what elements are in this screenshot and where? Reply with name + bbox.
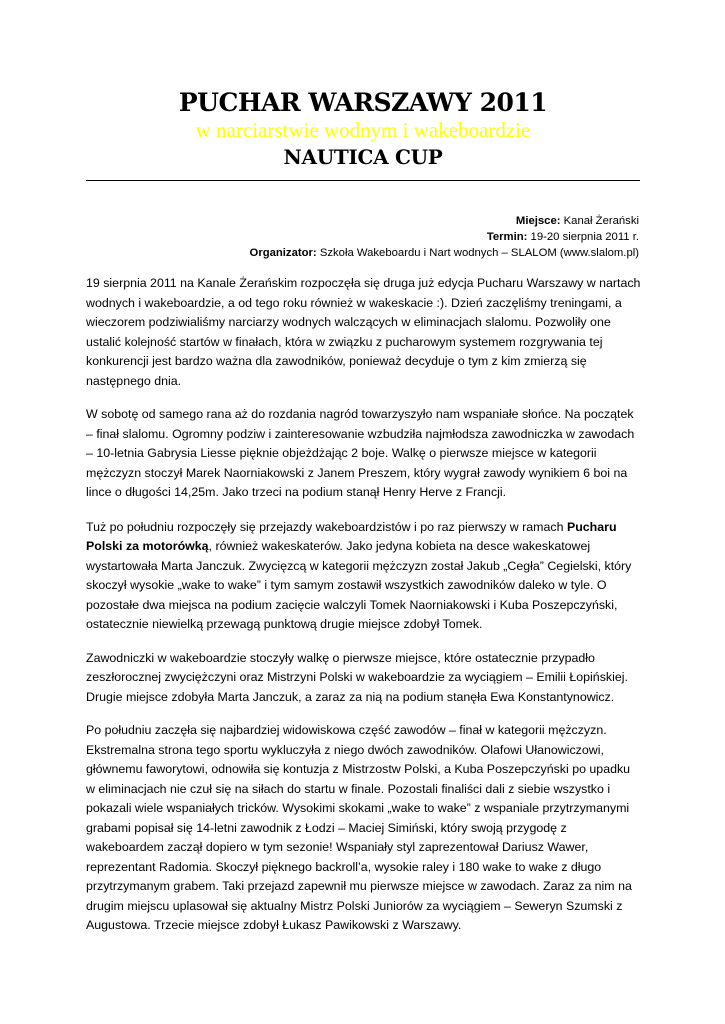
paragraph-2: W sobotę od samego rana aż do rozdania nagród towarzyszyło nam wspaniałe słońce. Na początek – finał slalomu. Ogromny podziw i zainteresowanie wzbudziła najmłodsza zawodniczka w zawodach – 10-letnia Gabrysia Liesse pięknie objeżdżając 2 boje. Walkę o pierwsze miejsce w kategorii mężczyzn stoczył Marek Naorniakowski z Janem Preszem, który wygrał zawody wynikiem 6 boi na lince o długości 14,25m. Jako trzeci na podium stanął Henry Herve z Francji. xyxy=(86,407,635,499)
date-value: 19-20 sierpnia 2011 r. xyxy=(527,231,639,243)
paragraph-3 xyxy=(86,518,642,635)
organizer-value: Szkoła Wakeboardu i Nart wodnych – SLALOM (www.slalom.pl) xyxy=(316,247,639,259)
place-line xyxy=(86,213,639,229)
place-value: Kanał Żerański xyxy=(560,215,639,227)
header-divider xyxy=(86,180,640,181)
organizer-line xyxy=(86,245,639,261)
document-header xyxy=(86,88,640,171)
article-body xyxy=(86,274,642,950)
page-subtitle: w narciarstwie wodnym i wakeboardzie xyxy=(195,118,531,142)
organizer-label: Organizator: xyxy=(249,247,317,259)
place-label: Miejsce: xyxy=(515,215,561,227)
paragraph-1: 19 sierpnia 2011 na Kanale Żerańskim rozpoczęła się druga już edycja Pucharu Warszawy w nartach wodnych i wakeboardzie, a od tego roku również w wakeskacie :). Dzień zaczęliśmy treningami, a wieczorem podziwialiśmy narciarzy wodnych walczących w eliminacjach slalomu. Pozwoliły one ustalić kolejność startów w finałach, która w związku z pucharowym systemem rozgrywania tej konkurencji jest bardzo ważna dla zawodników, ponieważ decyduje o tym z kim zmierzą się następnego dnia. xyxy=(86,276,641,388)
paragraph-3-end: , również wakeskaterów. Jako jedyna kobieta na desce wakeskatowej wystartowała Marta Janczuk. Zwycięzcą w kategorii mężczyzn został Jakub „Cegła” Cegielski, który skoczył wysokie „wake to wake” i tym samym zostawił wszystkich zawodników daleko w tyle. O pozostałe dwa miejsca na podium zacięcie walczyli Tomek Naorniakowski i Kuba Poszepczyński, ostatecznie niewielką przewagą punktową drugie miejsce zdobył Tomek. xyxy=(86,539,632,631)
paragraph-4: Zawodniczki w wakeboardzie stoczyły walkę o pierwsze miejsce, które ostatecznie przypadło zeszłorocznej zwyciężczyni oraz Mistrzyni Polski w wakeboardzie za wyciągiem – Emilii Łopińskiej. Drugie miejsce zdobyła Marta Janczuk, a zaraz za nią na podium stanęła Ewa Konstantynowicz. xyxy=(86,650,628,704)
page-title: PUCHAR WARSZAWY 2011 xyxy=(178,88,548,117)
event-name: NAUTICA CUP xyxy=(283,145,443,169)
paragraph-3-start: Tuż po południu rozpoczęły się przejazdy wakeboardzistów i po raz pierwszy w ramach xyxy=(86,519,567,534)
event-details xyxy=(86,213,639,261)
date-label: Termin: xyxy=(486,231,528,243)
date-line xyxy=(86,229,639,245)
paragraph-3-bold: Pucharu Polski za motorówką xyxy=(86,519,617,553)
paragraph-5: Po południu zaczęła się najbardziej widowiskowa część zawodów – finał w kategorii mężczyzn. Ekstremalna strona tego sportu wykluczyła z niego dwóch zawodników. Olafowi Ułanowiczowi, głównemu faworytowi, odnowiła się kontuzja z Mistrzostw Polski, a Kuba Poszepczyński po upadku w eliminacjach nie czuł się na siłach do startu w finale. Pozostali finaliści dali z siebie wszystko i pokazali wiele wspaniałych tricków. Wysokimi skokami „wake to wake” z wspaniale przytrzymanymi grabami popisał się 14-letni zawodnik z Łodzi – Maciej Simiński, który swoją przygodę z wakeboardem zaczął dopiero w tym sezonie! Wspaniały styl zaprezentował Dariusz Wawer, reprezentant Radomia. Skoczył pięknego backroll’a, wysokie raley i 180 wake to wake z długo przytrzymanym grabem. Taki przejazd zapewnił mu pierwsze miejsce w zawodach. Zaraz za nim na drugim miejscu uplasował się aktualny Mistrz Polski Juniorów za wyciągiem – Seweryn Szumski z Augustowa. Trzecie miejsce zdobył Łukasz Pawikowski z Warszawy. xyxy=(86,723,632,932)
